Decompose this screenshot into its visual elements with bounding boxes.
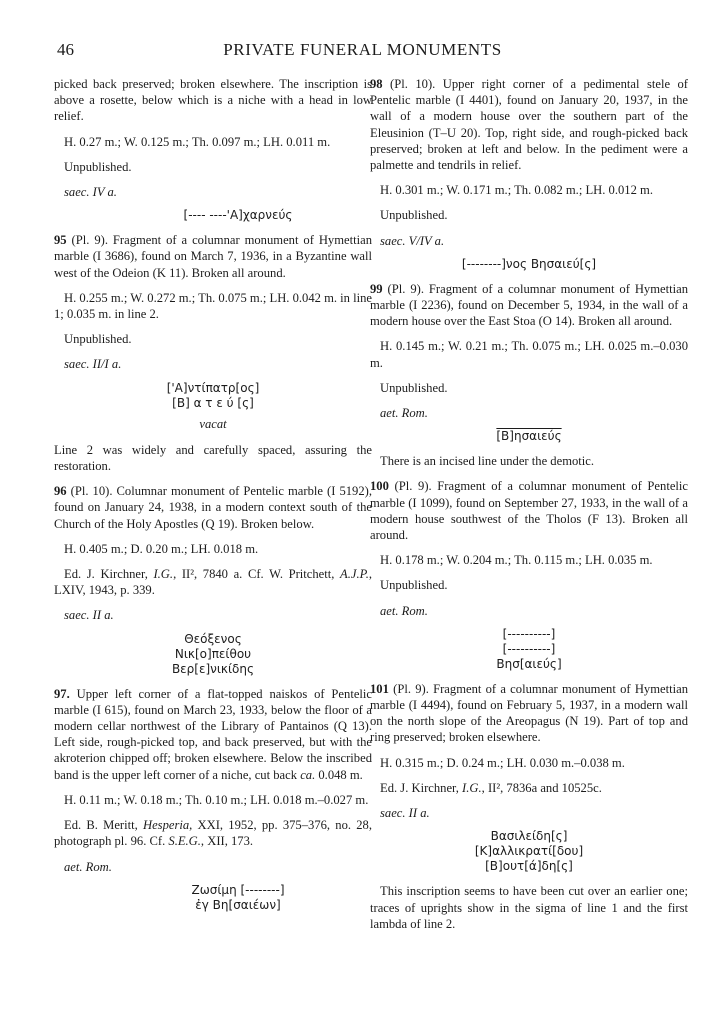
entry-96: [54, 483, 372, 532]
entry-number: 98: [370, 77, 383, 91]
note: There is an incised line under the demotic.: [380, 454, 595, 469]
inscription: [54, 632, 372, 677]
inscription-line: [Κ]αλλικρατί[δου]: [474, 844, 584, 859]
entry-97: 97. Upper left corner of a flat-topped naiskos of Pentelic marble (I 615), found on March 23, 1933, below the floor of a modern cellar northwest of the Library of Pantainos (Q 13). Left side, rough-picked top, and back preserved, but with the akroterion chipped off; broken elsewhere. Below the inscribed band is the upper left corner of a niche, cut back ca. 0.048 m.: [54, 686, 372, 782]
dimensions: H. 0.255 m.; W. 0.272 m.; Th. 0.075 m.; LH. 0.042 m. in line 1; 0.035 m. in line 2.: [54, 290, 372, 322]
entry-description: (Pl. 9). Fragment of a columnar monument of Hymettian marble (I 3686), found on March 7, 1936, in a Byzantine wall west of the Odeion (K 11). Broken all around.: [54, 233, 372, 280]
entry-101: [370, 681, 688, 746]
inscription: [370, 257, 688, 272]
entry-number: 99: [370, 281, 383, 296]
entry-number: 95: [54, 233, 67, 248]
inscription-line: [--------]νος Βησαιεύ[ς]: [461, 256, 597, 271]
dimensions: H. 0.178 m.; W. 0.204 m.; Th. 0.115 m.; LH. 0.035 m.: [380, 553, 653, 568]
inscription-line: ἐγ Βη[σαιέων]: [195, 897, 281, 912]
inscription-line: Βησ[αιεύς]: [496, 656, 562, 671]
entry-98: [370, 76, 688, 173]
references: Ed. J. Kirchner, I.G., II², 7836a and 10525c.: [380, 780, 602, 795]
inscription: [54, 381, 372, 411]
inscription-line: Νικ[ο]πείθου: [174, 646, 252, 661]
period: aet. Rom.: [64, 859, 112, 874]
entry-description: (Pl. 9). Fragment of a columnar monument of Hymettian marble (I 2236), found on December 5, 1934, in the wall of a modern house over the East Stoa (O 14). Broken all around.: [370, 281, 688, 329]
continued-entry-text: picked back preserved; broken elsewhere. The inscription is above a rosette, below which is a niche with a head in low relief.: [54, 77, 372, 124]
inscription-line: Βασιλείδη[ς]: [490, 829, 568, 844]
dimensions: H. 0.301 m.; W. 0.171 m.; Th. 0.082 m.; LH. 0.012 m.: [380, 183, 653, 198]
period: saec. II a.: [64, 608, 114, 623]
publication: Unpublished.: [380, 578, 448, 593]
period: saec. II a.: [380, 806, 430, 821]
entry-number: 101: [370, 681, 389, 696]
entry-number: 100: [370, 479, 389, 494]
inscription-line: [---- ----'Α]χαρνεύς: [183, 208, 293, 223]
period: aet. Rom.: [380, 603, 428, 618]
entry-95: [54, 232, 372, 281]
period: aet. Rom.: [380, 406, 428, 421]
dimensions: H. 0.315 m.; D. 0.24 m.; LH. 0.030 m.–0.038 m.: [380, 755, 625, 770]
note: Line 2 was widely and carefully spaced, assuring the restoration.: [54, 442, 372, 474]
dimensions: H. 0.145 m.; W. 0.21 m.; Th. 0.075 m.; LH. 0.025 m.–0.030 m.: [370, 339, 688, 370]
publication: Unpublished.: [64, 332, 132, 347]
entry-description: (Pl. 9). Fragment of a columnar monument of Pentelic marble (I 1099), found on September 27, 1933, in the wall of a modern house southwest of the Tholos (F 13). Broken all around.: [370, 479, 688, 543]
right-column: [370, 76, 688, 941]
inscription-line: Θεόξενος: [184, 631, 242, 646]
inscription-line: [Β]ουτ[ά]δη[ς]: [485, 859, 573, 874]
inscription-line: [Β]ησαιεύς: [496, 429, 562, 444]
inscription-line: [----------]: [502, 641, 556, 656]
entry-description: (Pl. 9). Fragment of a columnar monument of Hymettian marble (I 4494), found on February 5, 1937, in a modern wall on the north slope of the Areopagus (N 19). Part of top and ring preserved; broken elsewhere.: [370, 681, 688, 745]
entry-description: (Pl. 10). Upper right corner of a pedimental stele of Pentelic marble (I 4401), found on January 20, 1937, in the wall of a modern house over the southern part of the Eleusinion (T–U 20). Top, right side, and rough-picked back preserved; broken at left and below. In the pediment were a palmette and tendrils in relief.: [370, 77, 688, 173]
inscription: [370, 627, 688, 672]
inscription: [54, 208, 372, 223]
period: saec. II/I a.: [64, 357, 122, 372]
publication: Unpublished.: [380, 208, 448, 223]
inscription-line: Ζωσίμη [--------]: [191, 882, 285, 897]
vacat: vacat: [199, 416, 227, 431]
note: This inscription seems to have been cut over an earlier one; traces of uprights show in the sigma of line 1 and the first lambda of line 2.: [370, 884, 688, 931]
period: saec. V/IV a.: [380, 233, 445, 248]
references: Ed. J. Kirchner, I.G., II², 7840 a. Cf. W. Pritchett, A.J.P., LXIV, 1943, p. 339.: [54, 567, 372, 598]
dimensions: H. 0.27 m.; W. 0.125 m.; Th. 0.097 m.; LH. 0.011 m.: [64, 134, 331, 149]
inscription: [370, 829, 688, 874]
entry-number: 97.: [54, 686, 70, 701]
period: saec. IV a.: [64, 185, 117, 200]
inscription: [54, 883, 372, 913]
inscription: [370, 429, 688, 444]
entry-99: [370, 281, 688, 330]
inscription-line: Βερ[ε]νικίδης: [171, 661, 255, 676]
dimensions: H. 0.11 m.; W. 0.18 m.; Th. 0.10 m.; LH. 0.018 m.–0.027 m.: [64, 792, 369, 807]
inscription-line: [----------]: [502, 626, 556, 641]
dimensions: H. 0.405 m.; D. 0.20 m.; LH. 0.018 m.: [64, 541, 259, 556]
entry-description: (Pl. 10). Columnar monument of Pentelic marble (I 5192), found on January 24, 1938, in a modern context south of the Church of the Holy Apostles (Q 19). Broken below.: [54, 484, 372, 531]
page-number: 46: [57, 40, 74, 59]
references: Ed. B. Meritt, Hesperia, XXI, 1952, pp. 375–376, no. 28, photograph pl. 96. Cf. S.E.G., XII, 173.: [54, 818, 372, 849]
running-head: PRIVATE FUNERAL MONUMENTS: [223, 40, 502, 59]
publication: Unpublished.: [64, 159, 132, 174]
left-column: [54, 76, 372, 922]
publication: Unpublished.: [380, 380, 448, 395]
inscription-line: ['Α]ντίπατρ[ος]: [166, 380, 260, 395]
entry-100: [370, 478, 688, 543]
inscription-line: [Β] α τ ε ύ [ς]: [172, 395, 254, 410]
entry-number: 96: [54, 484, 67, 499]
